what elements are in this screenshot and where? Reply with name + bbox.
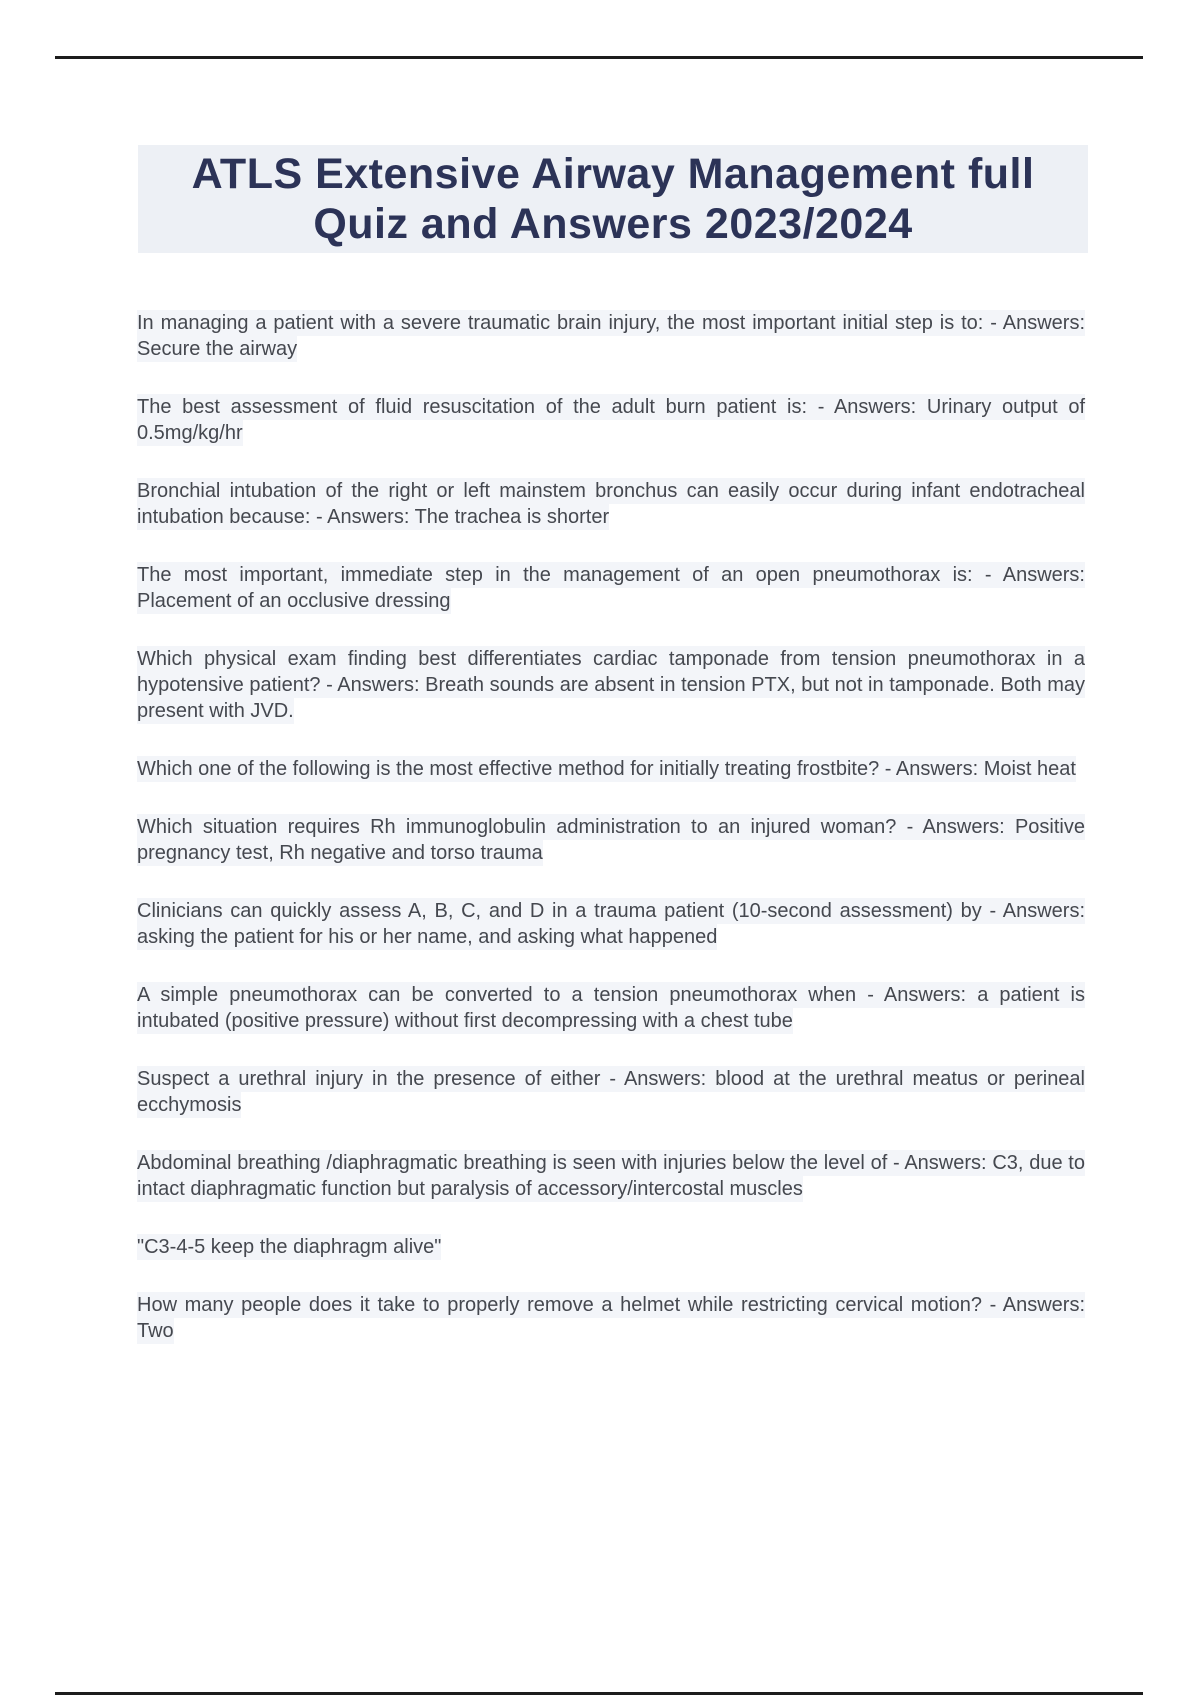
- page-title-line-1: ATLS Extensive Airway Management full: [191, 150, 1035, 198]
- qa-paragraph: [137, 478, 1085, 530]
- qa-text: Abdominal breathing /diaphragmatic breathing is seen with injuries below the level of - Answers: C3, due to intact diaphragmatic function but paralysis of accessory/intercostal muscles: [137, 1152, 1085, 1200]
- qa-paragraph: [137, 1234, 1085, 1260]
- qa-text: Bronchial intubation of the right or left mainstem bronchus can easily occur during infant endotracheal intubation because: - Answers: The trachea is shorter: [137, 480, 1085, 528]
- qa-paragraph: [137, 756, 1085, 782]
- qa-text: The most important, immediate step in the management of an open pneumothorax is: - Answers: Placement of an occlusive dressing: [137, 564, 1085, 612]
- bottom-rule: [55, 1692, 1143, 1695]
- qa-text: Which situation requires Rh immunoglobulin administration to an injured woman? - Answers: Positive pregnancy test, Rh negative and torso trauma: [137, 816, 1085, 864]
- qa-text: "C3-4-5 keep the diaphragm alive": [137, 1236, 442, 1258]
- qa-paragraph: [137, 814, 1085, 866]
- qa-paragraph: [137, 394, 1085, 446]
- qa-text: Clinicians can quickly assess A, B, C, and D in a trauma patient (10-second assessment) by - Answers: asking the patient for his or her name, and asking what happened: [137, 900, 1085, 948]
- page-title-line-2: Quiz and Answers 2023/2024: [313, 200, 913, 248]
- qa-paragraph: [137, 982, 1085, 1034]
- qa-paragraph: [137, 562, 1085, 614]
- qa-paragraph: [137, 310, 1085, 362]
- qa-paragraph: [137, 898, 1085, 950]
- top-rule: [55, 56, 1143, 59]
- qa-text: The best assessment of fluid resuscitation of the adult burn patient is: - Answers: Urinary output of 0.5mg/kg/hr: [137, 396, 1085, 444]
- qa-text: Suspect a urethral injury in the presence of either - Answers: blood at the urethral meatus or perineal ecchymosis: [137, 1068, 1085, 1116]
- qa-text: How many people does it take to properly remove a helmet while restricting cervical motion? - Answers: Two: [137, 1294, 1085, 1342]
- qa-paragraph: [137, 1292, 1085, 1344]
- qa-text: In managing a patient with a severe traumatic brain injury, the most important initial step is to: - Answers: Secure the airway: [137, 312, 1085, 360]
- qa-list: [137, 310, 1085, 1376]
- qa-paragraph: [137, 1066, 1085, 1118]
- page-title: [138, 145, 1088, 253]
- qa-text: A simple pneumothorax can be converted to a tension pneumothorax when - Answers: a patient is intubated (positive pressure) without first decompressing with a chest tube: [137, 984, 1085, 1032]
- qa-text: Which one of the following is the most effective method for initially treating frostbite? - Answers: Moist heat: [137, 758, 1076, 780]
- qa-text: Which physical exam finding best differentiates cardiac tamponade from tension pneumothorax in a hypotensive patient? - Answers: Breath sounds are absent in tension PTX, but not in tamponade. Both may present with JVD.: [137, 648, 1085, 722]
- qa-paragraph: [137, 646, 1085, 724]
- qa-paragraph: [137, 1150, 1085, 1202]
